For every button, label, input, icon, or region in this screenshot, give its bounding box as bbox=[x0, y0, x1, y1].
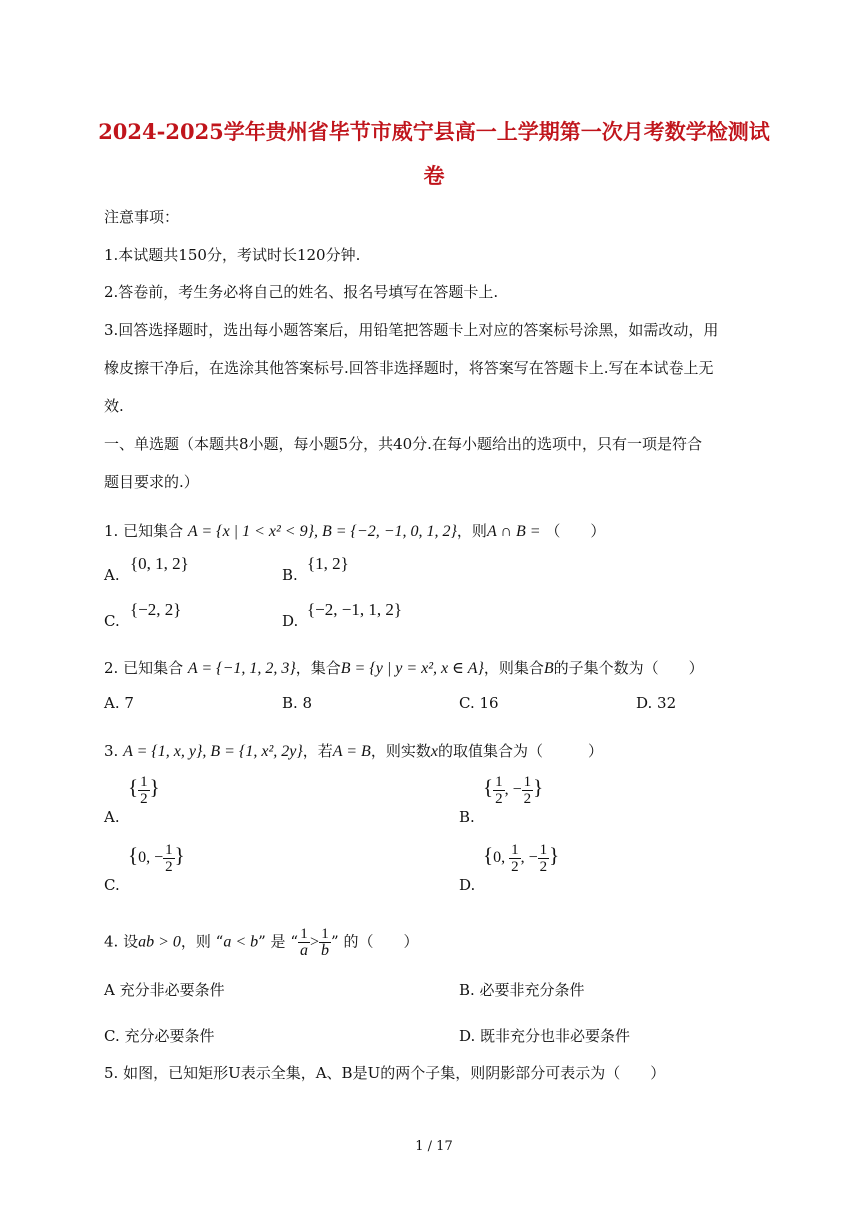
q3-option-c-label: C. bbox=[104, 876, 120, 894]
q3-option-b-label: B. bbox=[459, 808, 475, 826]
notice-item-2: 2.答卷前，考生务必将自己的姓名、报名号填写在答题卡上. bbox=[104, 283, 499, 301]
fraction-1-over-b: $\frac{1}{b}$ bbox=[321, 926, 330, 959]
q4-option-c: C. 充分必要条件 bbox=[104, 1027, 215, 1045]
q1-option-a-label: A. bbox=[104, 566, 120, 584]
question-1 bbox=[104, 520, 605, 541]
q1-option-d: {−2, −1, 1, 2} bbox=[307, 600, 402, 619]
q1-option-d-label: D. bbox=[282, 612, 299, 630]
math-expression: A = B bbox=[332, 743, 371, 760]
question-number: 3. bbox=[104, 742, 119, 760]
question-text: ，则 bbox=[456, 522, 487, 540]
q3-option-d: {0, $\frac{1}{2}$ , − $\frac{1}{2}$ } bbox=[483, 842, 560, 875]
q1-option-a: {0, 1, 2} bbox=[130, 554, 189, 573]
fraction-1-over-a: $\frac{1}{a}$ bbox=[300, 926, 308, 959]
question-5: 5. 如图，已知矩形U表示全集，A、B是U的两个子集，则阴影部分可表示为（ ） bbox=[104, 1064, 666, 1082]
math-variable: x bbox=[430, 743, 438, 760]
math-variable: B bbox=[543, 660, 554, 677]
q4-option-b: B. 必要非充分条件 bbox=[459, 981, 585, 999]
math-expression: a < b bbox=[223, 933, 259, 951]
question-text: ” 是 “ bbox=[258, 932, 298, 951]
section-heading-line2: 题目要求的.） bbox=[104, 473, 199, 491]
section-heading-line1: 一、单选题（本题共8小题，每小题5分，共40分.在每小题给出的选项中，只有一项是符合 bbox=[104, 435, 702, 453]
q3-option-a: { $\frac{1}{2}$ } bbox=[128, 774, 160, 807]
q2-option-c: C. 16 bbox=[459, 694, 499, 712]
page-number: 1 / 17 bbox=[415, 1139, 453, 1154]
question-number: 2. bbox=[104, 659, 119, 677]
q3-option-d-label: D. bbox=[459, 876, 476, 894]
question-text: ，则集合 bbox=[483, 659, 544, 677]
q2-option-d: D. 32 bbox=[636, 694, 677, 712]
q4-option-d: D. 既非充分也非必要条件 bbox=[459, 1027, 631, 1045]
q2-option-b: B. 8 bbox=[282, 694, 313, 712]
document-title-line1: 2024-2025学年贵州省毕节市威宁县高一上学期第一次月考数学检测试 bbox=[98, 119, 770, 144]
q3-option-a-label: A. bbox=[104, 808, 120, 826]
notice-item-1: 1.本试题共150分，考试时长120分钟. bbox=[104, 246, 361, 264]
math-expression: B = {y | y = x², x ∈ A} bbox=[340, 660, 484, 677]
question-2 bbox=[104, 657, 704, 678]
question-4: 4. 设ab > 0，则 “a < b” 是 “ $\frac{1}{a}$ > $\frac{1}{b}$ ” 的（ ） bbox=[104, 926, 419, 959]
q1-option-c-label: C. bbox=[104, 612, 120, 630]
question-text: ，则实数 bbox=[370, 742, 431, 760]
q3-option-c: {0, − $\frac{1}{2}$ } bbox=[128, 842, 185, 875]
math-expression: A = {x | 1 < x² < 9}, B = {−2, −1, 0, 1, 2} bbox=[187, 523, 457, 540]
question-text: ” 的（ ） bbox=[331, 932, 419, 951]
document-title-line2: 卷 bbox=[423, 163, 445, 188]
q2-option-a: A. 7 bbox=[104, 694, 134, 712]
q1-option-b: {1, 2} bbox=[307, 554, 349, 573]
notice-heading: 注意事项： bbox=[104, 208, 180, 226]
question-3 bbox=[104, 740, 603, 761]
question-number: 1. bbox=[104, 522, 119, 540]
q4-option-a: A 充分非必要条件 bbox=[104, 981, 225, 999]
question-text: ，集合 bbox=[295, 659, 341, 677]
notice-item-3-line1: 3.回答选择题时，选出每小题答案后，用铅笔把答题卡上对应的答案标号涂黑，如需改动，用 bbox=[104, 321, 719, 339]
question-text: 的子集个数为（ ） bbox=[553, 659, 704, 677]
q3-option-b: { $\frac{1}{2}$ , − $\frac{1}{2}$ } bbox=[483, 774, 544, 807]
notice-item-3-line2: 橡皮擦干净后，在选涂其他答案标号.回答非选择题时，将答案写在答题卡上.写在本试卷上无 bbox=[104, 359, 714, 377]
notice-item-3-line3: 效. bbox=[104, 397, 124, 415]
math-expression: A = {1, x, y}, B = {1, x², 2y} bbox=[123, 743, 303, 760]
math-expression: A = {−1, 1, 2, 3} bbox=[187, 660, 296, 677]
question-text: 的取值集合为（ ） bbox=[437, 742, 603, 760]
q1-option-c: {−2, 2} bbox=[130, 600, 182, 619]
answer-paren: （ ） bbox=[545, 522, 606, 540]
question-text: 已知集合 bbox=[123, 659, 184, 677]
question-number: 4. 设 bbox=[104, 932, 139, 951]
math-expression: ab > 0 bbox=[138, 933, 181, 951]
q1-option-b-label: B. bbox=[282, 566, 298, 584]
question-text: 已知集合 bbox=[123, 522, 184, 540]
math-expression: A ∩ B = bbox=[486, 523, 541, 540]
question-text: ，则 “ bbox=[180, 932, 224, 951]
question-text: ，若 bbox=[302, 742, 333, 760]
